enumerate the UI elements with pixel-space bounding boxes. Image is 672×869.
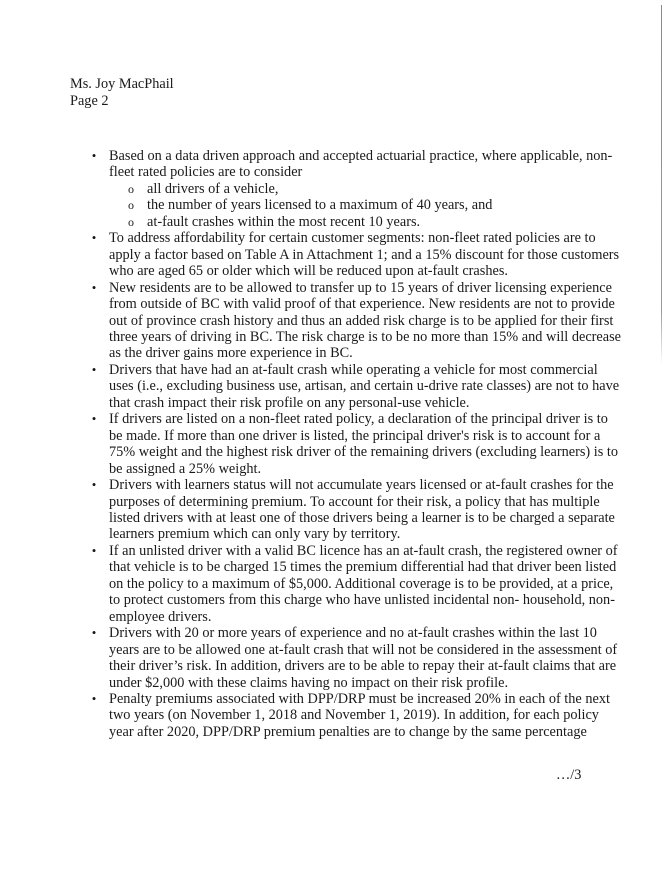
bullet-dot-icon: • bbox=[91, 411, 97, 427]
bullet-text-line: year after 2020, DPP/DRP premium penalties are to change by the same percentage bbox=[109, 723, 587, 740]
sub-bullet-text: at-fault crashes within the most recent 10 years. bbox=[147, 213, 421, 230]
bullet-text-line: uses (i.e., excluding business use, artisan, and certain u-drive rate classes) are not to have bbox=[109, 378, 620, 395]
bullet-text-line: to protect customers from this charge who have unlisted incidental non- household, non- bbox=[109, 592, 615, 609]
bullet-text-line: To address affordability for certain customer segments: non-fleet rated policies are to bbox=[109, 230, 596, 247]
bullet-text-line: out of province crash history and thus an added risk charge is to be applied for their first bbox=[109, 312, 614, 329]
bullet-text-line: two years (on November 1, 2018 and November 1, 2019). In addition, for each policy bbox=[109, 707, 599, 724]
bullet-dot-icon: • bbox=[91, 279, 97, 295]
bullet-text-line: who are aged 65 or older which will be reduced upon at-fault crashes. bbox=[109, 263, 508, 280]
hollow-circle-bullet-icon: o bbox=[128, 181, 134, 196]
sub-bullet-text: all drivers of a vehicle, bbox=[147, 180, 279, 197]
recipient-name: Ms. Joy MacPhail bbox=[70, 76, 174, 92]
hollow-circle-bullet-icon: o bbox=[128, 214, 134, 229]
bullet-text-line: fleet rated policies are to consider bbox=[109, 164, 303, 181]
hollow-circle-bullet-icon: o bbox=[128, 198, 134, 213]
bullet-text-line: that vehicle is to be charged 15 times the premium differential had that driver been listed bbox=[109, 559, 617, 576]
sub-bullet-text: the number of years licensed to a maximum of 40 years, and bbox=[147, 197, 493, 214]
sub-bullet-item bbox=[109, 214, 672, 230]
bullet-item bbox=[0, 691, 672, 740]
bullet-text-line: three years of driving in BC. The risk charge is to be no more than 15% and will decrease bbox=[109, 328, 622, 345]
letter-header bbox=[70, 76, 174, 110]
bullet-item bbox=[0, 148, 672, 230]
bullet-item bbox=[0, 543, 672, 625]
bullet-list bbox=[0, 148, 672, 740]
bullet-text-line: years are to be allowed one at-fault crash that will not be considered in the assessment of bbox=[109, 641, 618, 658]
bullet-text-line: from outside of BC with valid proof of that experience. New residents are not to provide bbox=[109, 296, 615, 313]
bullet-dot-icon: • bbox=[91, 361, 97, 377]
bullet-text-line: as the driver gains more experience in BC. bbox=[109, 345, 353, 362]
page-number: Page 2 bbox=[70, 93, 109, 109]
bullet-text-line: Drivers that have had an at-fault crash while operating a vehicle for most commercial bbox=[109, 361, 598, 378]
bullet-item bbox=[0, 230, 672, 279]
bullet-item bbox=[0, 411, 672, 477]
bullet-text-line: Penalty premiums associated with DPP/DRP must be increased 20% in each of the next bbox=[109, 690, 610, 707]
bullet-text-line: purposes of determining premium. To account for their risk, a policy that has multiple bbox=[109, 493, 600, 510]
bullet-text-line: learners premium which can only vary by territory. bbox=[109, 526, 401, 543]
bullet-text-line: that crash impact their risk profile on any personal-use vehicle. bbox=[109, 394, 470, 411]
bullet-dot-icon: • bbox=[91, 148, 97, 163]
bullet-text-line: New residents are to be allowed to transfer up to 15 years of driver licensing experience bbox=[109, 279, 612, 296]
bullet-item bbox=[0, 477, 672, 543]
bullet-text-line: listed drivers with at least one of those drivers being a learner is to be charged a separate bbox=[109, 509, 615, 526]
bullet-item bbox=[0, 625, 672, 691]
bullet-text-line: employee drivers. bbox=[109, 608, 212, 625]
bullet-text-line: be made. If more than one driver is listed, the principal driver's risk is to account for a bbox=[109, 427, 601, 444]
continued-page-marker: …/3 bbox=[556, 767, 582, 783]
bullet-text-line: Drivers with 20 or more years of experience and no at-fault crashes within the last 10 bbox=[109, 625, 597, 642]
bullet-text-line: be assigned a 25% weight. bbox=[109, 460, 262, 477]
bullet-item bbox=[0, 280, 672, 362]
bullet-dot-icon: • bbox=[91, 690, 97, 706]
bullet-text-line: Based on a data driven approach and accepted actuarial practice, where applicable, non- bbox=[109, 148, 613, 164]
bullet-dot-icon: • bbox=[91, 625, 97, 641]
bullet-dot-icon: • bbox=[91, 542, 97, 558]
sub-bullet-item bbox=[109, 197, 672, 213]
bullet-dot-icon: • bbox=[91, 477, 97, 493]
bullet-text-line: their driver’s risk. In addition, drivers are to be able to repay their at-fault claims that are bbox=[109, 658, 617, 675]
sub-bullet-item bbox=[109, 181, 672, 197]
bullet-text-line: apply a factor based on Table A in Attachment 1; and a 15% discount for those customers bbox=[109, 246, 620, 263]
bullet-dot-icon: • bbox=[91, 230, 97, 246]
bullet-item bbox=[0, 362, 672, 411]
bullet-text-line: 75% weight and the highest risk driver of the remaining drivers (excluding learners) is to bbox=[109, 444, 618, 461]
bullet-text-line: Drivers with learners status will not accumulate years licensed or at-fault crashes for the bbox=[109, 477, 614, 494]
bullet-text-line: on the policy to a maximum of $5,000. Additional coverage is to be provided, at a price, bbox=[109, 575, 614, 592]
bullet-text-line: If an unlisted driver with a valid BC licence has an at-fault crash, the registered owner of bbox=[109, 542, 618, 559]
bullet-text-line: under $2,000 with these claims having no impact on their risk profile. bbox=[109, 674, 509, 691]
bullet-text-line: If drivers are listed on a non-fleet rated policy, a declaration of the principal driver is to bbox=[109, 411, 608, 428]
